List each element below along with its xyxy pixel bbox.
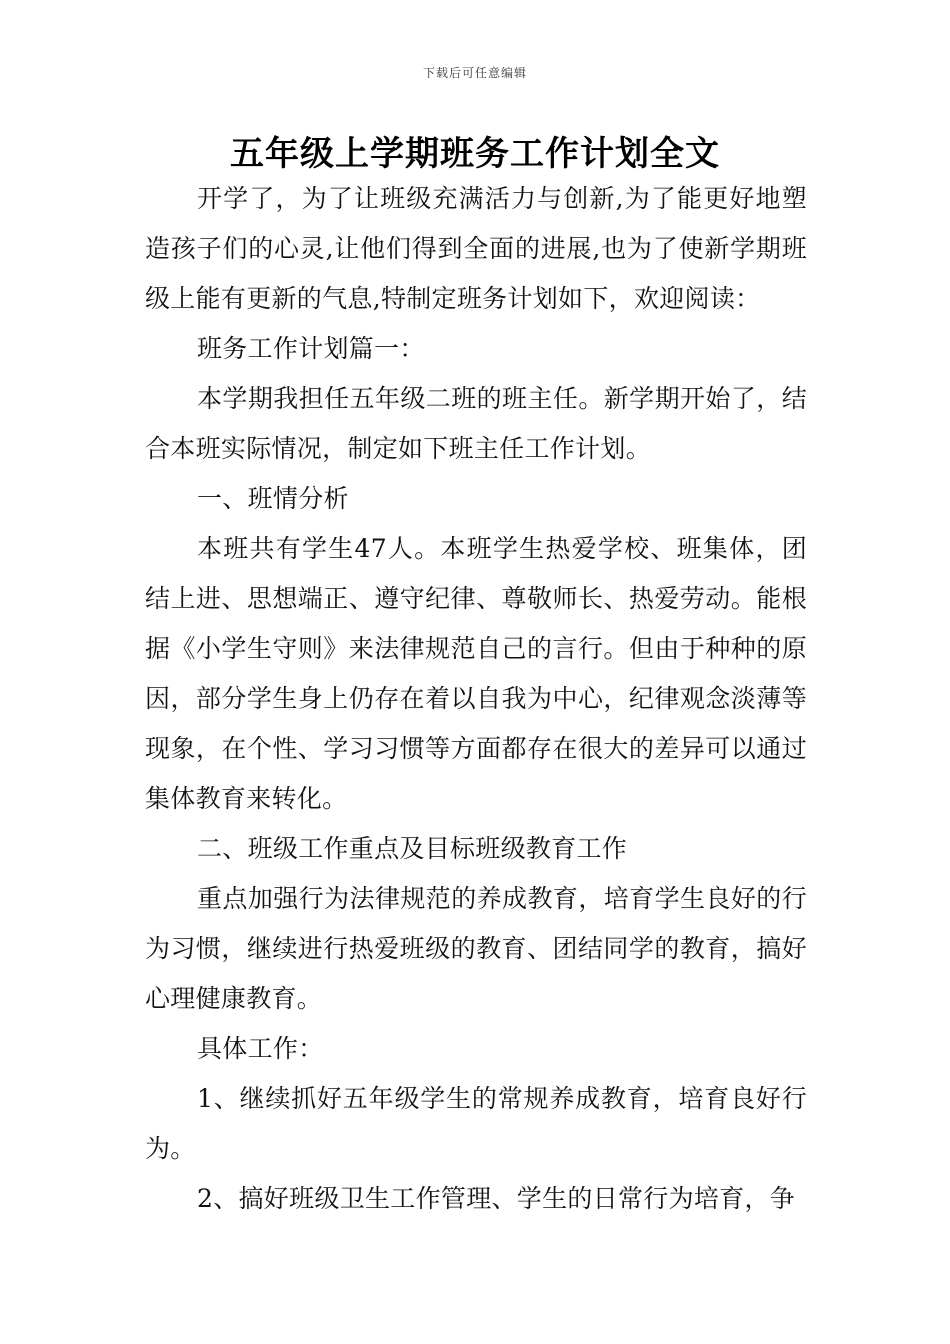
list-item: 2、搞好班级卫生工作管理、学生的日常行为培育，争: [197, 1184, 796, 1213]
section-heading-specific-work: 具体工作：: [197, 1034, 324, 1063]
body-paragraph: 重点加强行为法律规范的养成教育，培育学生良好的行为习惯，继续进行热爱班级的教育、团结同学的教育，搞好心理健康教育。: [145, 884, 807, 1013]
intro-paragraph: 开学了，为了让班级充满活力与创新,为了能更好地塑造孩子们的心灵,让他们得到全面的进展,也为了使新学期班级上能有更新的气息,特制定班务计划如下，欢迎阅读：: [145, 184, 807, 313]
body-paragraph: 本学期我担任五年级二班的班主任。新学期开始了，结合本班实际情况，制定如下班主任工作计划。: [145, 384, 807, 463]
document-title: 五年级上学期班务工作计划全文: [230, 134, 720, 174]
document-body: [145, 174, 807, 1224]
header-note: 下载后可任意编辑: [422, 66, 527, 80]
list-item: 1、继续抓好五年级学生的常规养成教育，培育良好行为。: [145, 1084, 807, 1163]
section-heading-focus-goals: 二、班级工作重点及目标班级教育工作: [197, 834, 628, 863]
section-heading-class-analysis: 一、班情分析: [197, 484, 349, 513]
section-heading-plan-one: 班务工作计划篇一：: [197, 334, 425, 363]
body-paragraph: 本班共有学生47人。本班学生热爱学校、班集体，团结上进、思想端正、遵守纪律、尊敬师长、热爱劳动。能根据《小学生守则》来法律规范自己的言行。但由于种种的原因，部分学生身上仍存在着以自我为中心，纪律观念淡薄等现象，在个性、学习习惯等方面都存在很大的差异可以通过集体教育来转化。: [145, 534, 807, 813]
